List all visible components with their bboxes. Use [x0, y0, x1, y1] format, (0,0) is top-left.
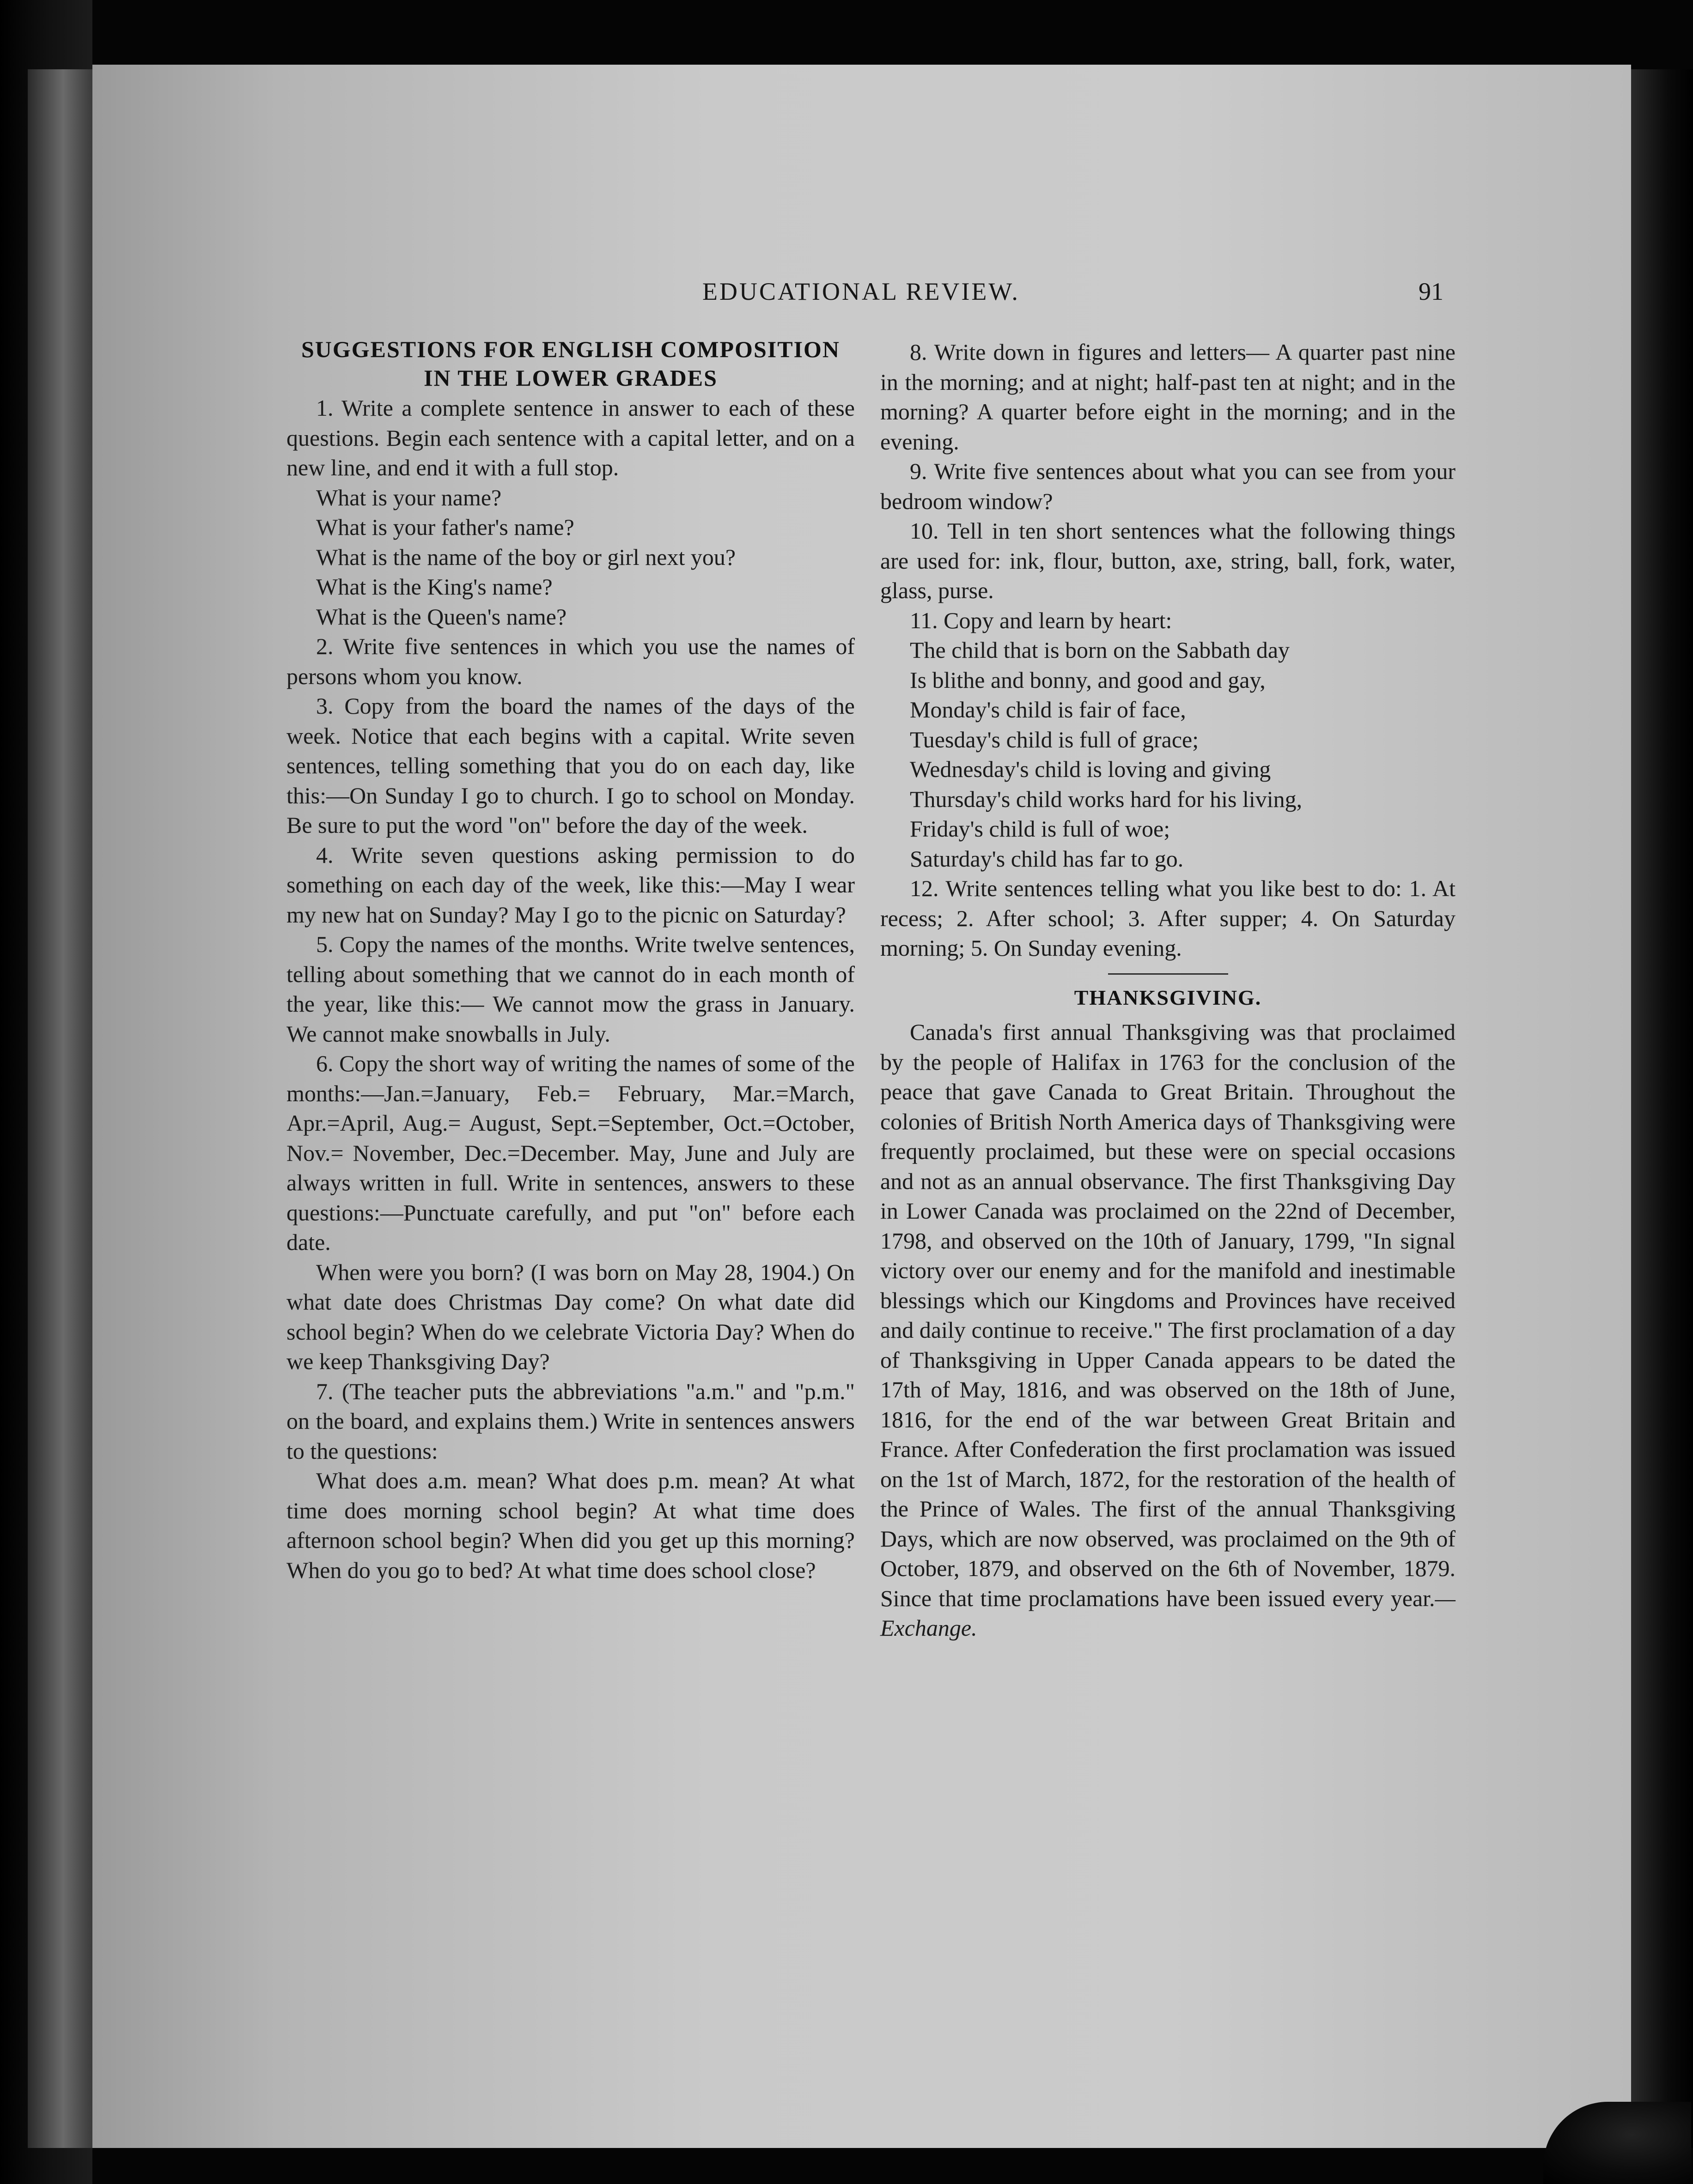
section-title: THANKSGIVING. [1074, 985, 1262, 1009]
item-10: 10. Tell in ten short sentences what the following things are used for: ink, flour, button, axe, string, ball, fork, water, glass, purse. [880, 518, 1455, 603]
verse-line: Tuesday's child is full of grace; [910, 726, 1199, 752]
left-column [286, 335, 855, 1585]
item-6: 6. Copy the short way of writing the names of some of the months:—Jan.=January, Feb.= February, Mar.=March, Apr.=April, Aug.= August, Sept.=September, Oct.=October, Nov.= November, Dec.=December. May, June and July are always written in full. Write in sentences, answers to these questions:—Punctuate carefully, and put "on" before each date. [286, 1050, 855, 1255]
running-head: EDUCATIONAL REVIEW. [702, 278, 1020, 305]
verse-line: The child that is born on the Sabbath day [910, 637, 1290, 663]
item-8: 8. Write down in figures and letters— A quarter past nine in the morning; and at night; half-past ten at night; and in the morning? A quarter before eight in the morning; and in the evening. [880, 339, 1455, 455]
thanksgiving-body: Canada's first annual Thanksgiving was that proclaimed by the people of Halifax in 1763 for the conclusion of the peace that gave Canada to Great Britain. Throughout the colonies of British North America days of Thanksgiving were frequently proclaimed, but these were on special occasions and not as an annual observance. The first Thanksgiving Day in Lower Canada was proclaimed on the 22nd of December, 1798, and observed on the 10th of January, 1799, "In signal victory over our enemy and for the manifold and inestimable blessings which our Kingdoms and Provinces have received and daily continue to receive." The first proclamation of a day of Thanksgiving in Upper Canada appears to be dated the 17th of May, 1816, and was observed on the 18th of June, 1816, for the end of the war between Great Britain and France. After Confederation the first proclamation was issued on the 1st of March, 1872, for the restoration of the health of the Prince of Wales. The first of the annual Thanksgiving Days, which are now observed, was proclaimed on the 9th of October, 1879, and observed on the 6th of November, 1879. Since that time proclamations have been issued every year. [880, 1019, 1455, 1611]
question-line: What is your name? [316, 484, 502, 510]
question-line: What is your father's name? [316, 514, 574, 540]
verse-line: Saturday's child has far to go. [910, 845, 1184, 872]
item-2: 2. Write five sentences in which you use the names of persons whom you know. [286, 633, 855, 689]
item-6-questions: When were you born? (I was born on May 28, 1904.) On what date does Christmas Day come? On what date did school begin? When do we celebrate Victoria Day? When do we keep Thanksgiving Day? [286, 1259, 855, 1374]
question-line: What is the King's name? [316, 574, 553, 600]
item-12: 12. Write sentences telling what you like best to do: 1. At recess; 2. After school; 3. After supper; 4. On Saturday morning; 5. On Sunday evening. [880, 875, 1455, 961]
verse-line: Friday's child is full of woe; [910, 816, 1170, 842]
section-divider [1108, 973, 1228, 975]
item-3: 3. Copy from the board the names of the days of the week. Notice that each begins with a capital. Write seven sentences, telling something that you do on each day, like this:—On Sunday I go to church. I go to school on Monday. Be sure to put the word "on" before the day of the week. [286, 693, 855, 838]
article-title: SUGGESTIONS FOR ENGLISH COMPOSITION IN THE LOWER GRADES [301, 336, 840, 391]
question-line: What is the name of the boy or girl next you? [316, 544, 736, 570]
question-line: What is the Queen's name? [316, 603, 567, 630]
page-edge-right [1631, 69, 1693, 2148]
verse-line: Wednesday's child is loving and giving [910, 756, 1271, 782]
item-4: 4. Write seven questions asking permission to do something on each day of the week, like this:—May I wear my new hat on Sunday? May I go to the picnic on Saturday? [286, 842, 855, 928]
verse-line: Thursday's child works hard for his living, [910, 786, 1303, 812]
verse-line: Is blithe and bonny, and good and gay, [910, 667, 1266, 693]
item-1: 1. Write a complete sentence in answer to each of these questions. Begin each sentence with a capital letter, and on a new line, and end it with a full stop. [286, 395, 855, 480]
facing-page-edge [28, 69, 92, 2148]
thanksgiving-text [880, 1017, 1455, 1643]
item-11: 11. Copy and learn by heart: [910, 607, 1172, 633]
source-credit: —Exchange. [880, 1585, 1455, 1641]
item-7-questions: What does a.m. mean? What does p.m. mean? At what time does morning school begin? At what time does afternoon school begin? When did you get up this morning? When do you go to bed? At what time does school close? [286, 1468, 855, 1583]
page-number: 91 [1419, 278, 1443, 305]
right-column [880, 337, 1455, 1643]
item-9: 9. Write five sentences about what you can see from your bedroom window? [880, 458, 1455, 514]
item-5: 5. Copy the names of the months. Write twelve sentences, telling about something that we cannot do in each month of the year, like this:— We cannot mow the grass in January. We cannot make snowballs in July. [286, 931, 855, 1047]
item-7: 7. (The teacher puts the abbreviations "a.m." and "p.m." on the board, and explains them.) Write in sentences answers to the questions: [286, 1378, 855, 1464]
verse-line: Monday's child is fair of face, [910, 697, 1186, 722]
